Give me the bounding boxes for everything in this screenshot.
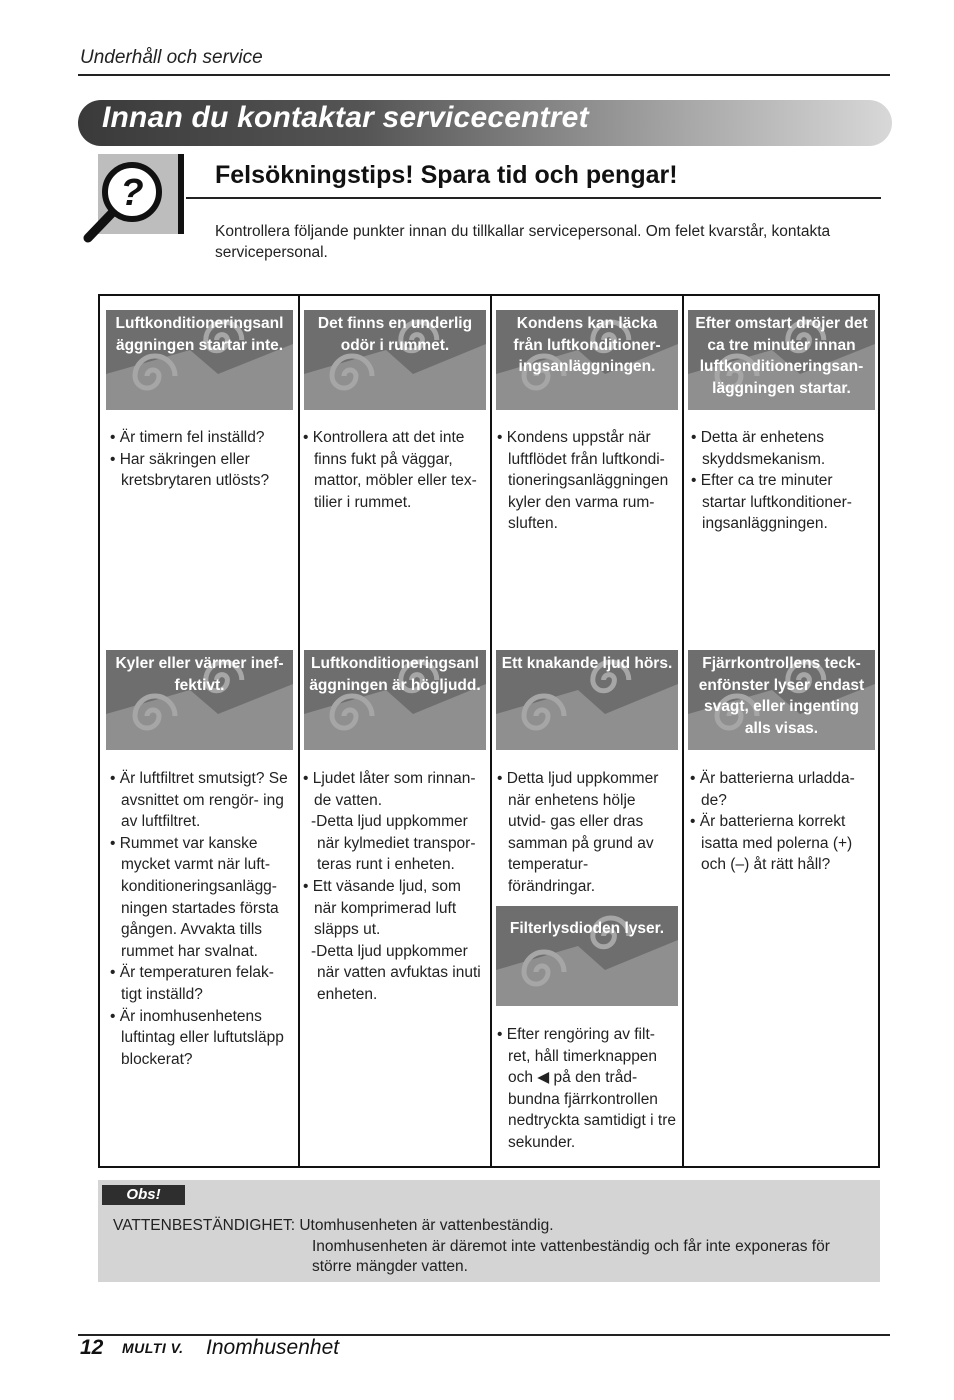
tips-title: Felsökningstips! Spara tid och pengar! <box>215 161 678 189</box>
solution-item: -Detta ljud uppkommer när vatten avfuktas inuti enheten. <box>311 942 481 1003</box>
problem-title: Efter omstart dröjer det ca tre minuter innan luftkonditioneringsan- läggningen startar. <box>695 315 868 397</box>
banner-title: Innan du kontaktar servicecentret <box>102 101 589 134</box>
problem-title: Luftkonditioneringsanl äggningen är högljudd. <box>309 655 481 694</box>
tips-rule <box>186 197 881 199</box>
solution-item: -Detta ljud uppkommer när kylmediet transpor- teras runt i enheten. <box>311 813 476 874</box>
problem-card <box>688 650 875 750</box>
note-tag: Obs! <box>102 1185 185 1205</box>
intro-line-2: servicepersonal. <box>215 244 328 261</box>
magnifier-question-icon <box>82 152 184 244</box>
note-label: VATTENBESTÄNDIGHET: <box>113 1217 296 1234</box>
note-line: Inomhusenheten är däremot inte vattenbeständig och får inte exponeras för <box>312 1237 830 1255</box>
problem-card <box>106 650 293 750</box>
problem-card <box>304 650 486 750</box>
top-rule <box>78 74 890 76</box>
problem-card <box>688 310 875 410</box>
solution-item: • Är batterierna korrekt isatta med polerna (+) och (–) åt rätt håll? <box>690 813 853 874</box>
page-number: 12 <box>80 1336 104 1359</box>
footer-rule <box>78 1334 890 1336</box>
product-name: Inomhusenhet <box>206 1336 340 1359</box>
problem-title: Kondens kan läcka från luftkonditioner- ingsanläggningen. <box>513 315 661 375</box>
problem-title: Filterlysdioden lyser. <box>509 920 665 937</box>
problem-card <box>496 310 678 410</box>
column-divider <box>682 294 684 1168</box>
solution-text <box>110 768 290 1070</box>
solution-item: • Detta är enhetens skyddsmekanism. <box>691 429 826 468</box>
problem-title: Kyler eller värmer inef- fektivt. <box>115 655 284 694</box>
solution-text <box>110 427 288 492</box>
solution-item: • Efter ca tre minuter startar luftkonditioner- ingsanläggningen. <box>691 472 852 533</box>
solution-text <box>497 1024 677 1154</box>
solution-item: • Rummet var kanske mycket varmt när luft- konditioneringsanlägg- ningen startades första gången. Avvakta tills rummet har svalnat. <box>110 834 279 960</box>
solution-text <box>690 768 868 876</box>
column-divider <box>490 294 492 1168</box>
section-label: Underhåll och service <box>80 47 263 68</box>
problem-card <box>496 650 678 750</box>
note-line: Utomhusenheten är vattenbeständig. <box>299 1217 554 1234</box>
solution-item: • Kondens uppstår när luftflödet från luftkondi- tioneringsanläggningen kyler den varma rum- sluften. <box>497 429 669 533</box>
solution-item: • Detta ljud uppkommer när enhetens hölje utvid- gas eller dras samman på grund av temperatur- förändringar. <box>497 770 659 895</box>
solution-item: • Är timern fel inställd? <box>110 429 265 446</box>
solution-item: • Kontrollera att det inte finns fukt på väggar, mattor, möbler eller tex- tilier i rummet. <box>303 429 477 511</box>
solution-item: • Är temperaturen felak- tigt inställd? <box>110 964 274 1003</box>
problem-title: Fjärrkontrollens teck- enfönster lyser endast svagt, eller ingenting alls visas. <box>698 655 865 737</box>
brand-logo: MULTI V. <box>122 1340 184 1356</box>
note-text <box>113 1216 830 1278</box>
intro-line-1: Kontrollera följande punkter innan du tillkallar servicepersonal. Om felet kvarstår, kontakta <box>215 223 831 240</box>
solution-item: • Ett väsande ljud, som när komprimerad luft släpps ut. <box>303 877 461 939</box>
problem-title: Ett knakande ljud hörs. <box>501 655 673 672</box>
solution-item: • Efter rengöring av filt- ret, håll timerknappen och ◀ på den tråd- bundna fjärrkontrollen nedtryckta samtidigt i tre sekunder. <box>497 1026 676 1151</box>
solution-text <box>497 768 677 898</box>
problem-title: Det finns en underlig odör i rummet. <box>317 315 473 354</box>
solution-item: • Har säkringen eller kretsbrytaren utlösts? <box>110 450 270 490</box>
problem-card <box>106 310 293 410</box>
column-divider <box>298 294 300 1168</box>
solution-text <box>303 427 485 513</box>
solution-item: • Är batterierna urladda- de? <box>690 770 855 809</box>
solution-item: • Är inomhusenhetens luftintag eller luftutsläpp blockerat? <box>110 1007 284 1068</box>
intro-text <box>215 221 875 263</box>
solution-text <box>303 768 485 1006</box>
problem-title: Luftkonditioneringsanl äggningen startar inte. <box>115 315 284 354</box>
solution-item: • Är luftfiltret smutsigt? Se avsnittet om rengör- ing av luftfiltret. <box>110 770 288 831</box>
problem-card <box>304 310 486 410</box>
problem-card <box>496 906 678 1006</box>
solution-text <box>691 427 866 535</box>
solution-item: • Ljudet låter som rinnan- de vatten. <box>303 770 476 809</box>
svg-text:?: ? <box>120 172 144 214</box>
solution-text <box>497 427 677 535</box>
note-line: större mängder vatten. <box>312 1258 468 1275</box>
